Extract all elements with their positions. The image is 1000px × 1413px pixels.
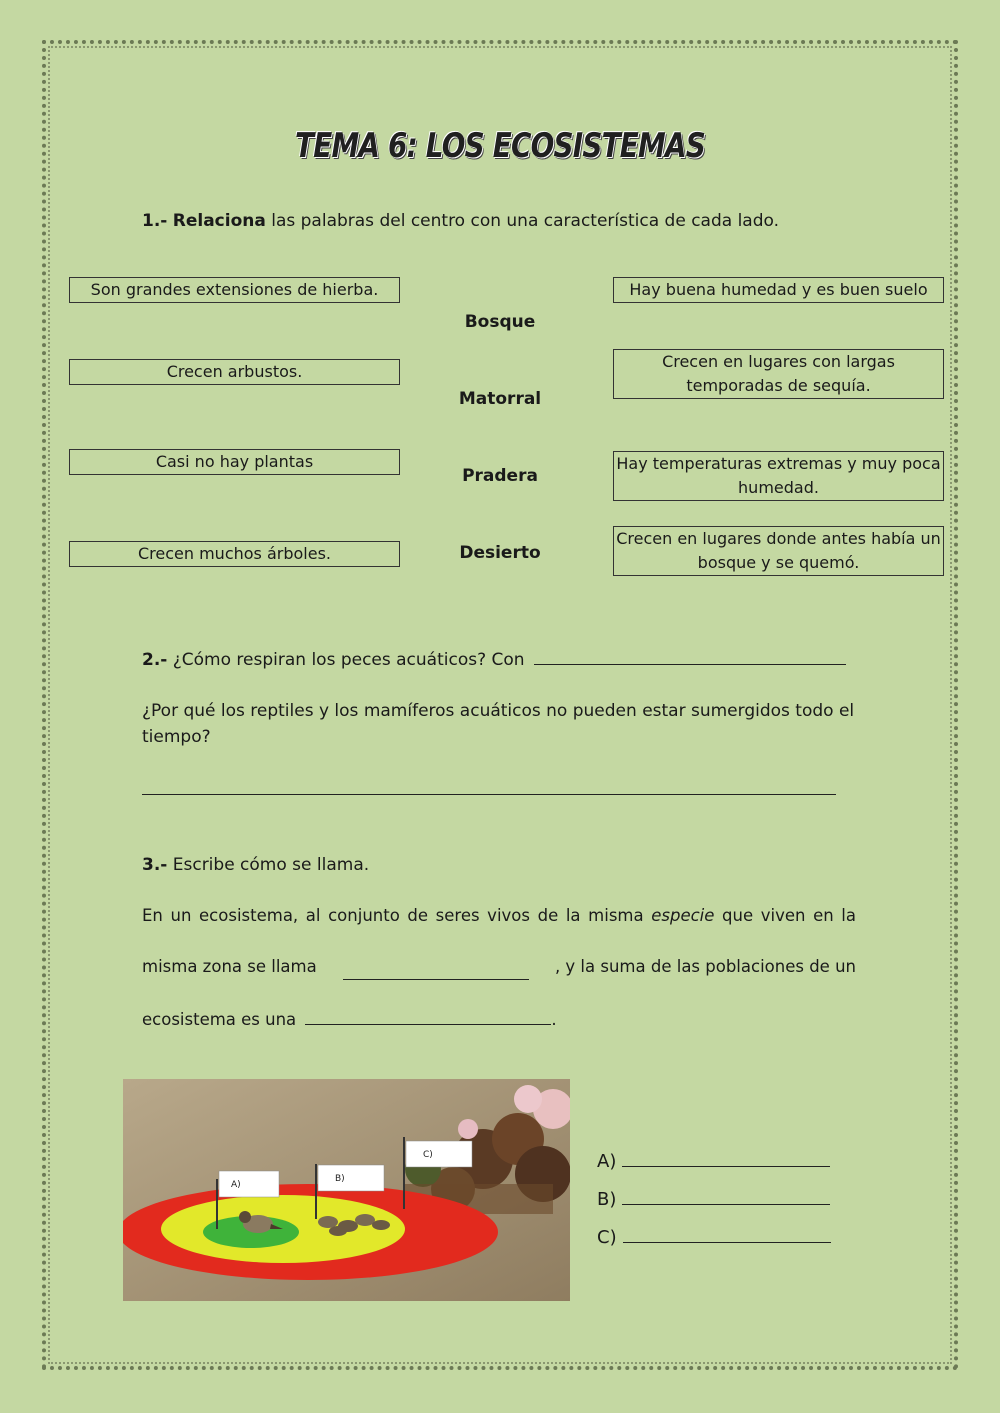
flag-c-label: C): [423, 1150, 433, 1160]
ecosystem-illustration: [123, 1079, 570, 1301]
text-fragment: ecosistema es una: [142, 1010, 297, 1029]
question-3-paragraph-line-3: [142, 1006, 557, 1033]
answer-label: B): [597, 1189, 617, 1210]
question-number: 3.-: [142, 855, 168, 875]
flag-a-label: A): [231, 1180, 241, 1190]
answer-blank-poblacion[interactable]: [343, 961, 529, 980]
answer-label: C): [597, 1227, 617, 1248]
question-number: 1.-: [142, 211, 168, 231]
left-feature-box[interactable]: Crecen arbustos.: [69, 359, 400, 385]
answer-blank[interactable]: [622, 1148, 830, 1167]
question-3-paragraph-line-1: [142, 903, 856, 929]
right-feature-box[interactable]: Hay buena humedad y es buen suelo: [613, 277, 944, 303]
emphasis-word: especie: [651, 906, 715, 925]
text-fragment: En un ecosistema, al conjunto de seres vivos de la misma: [142, 906, 644, 925]
question-3: [142, 852, 369, 878]
question-2-text: ¿Cómo respiran los peces acuáticos? Con: [172, 650, 525, 670]
question-number: 2.-: [142, 650, 168, 670]
answer-blank[interactable]: [622, 1186, 830, 1205]
flag-b-label: B): [335, 1174, 345, 1184]
question-1: [142, 208, 779, 234]
answer-a: [597, 1148, 830, 1172]
right-feature-box[interactable]: Crecen en lugares con largas temporadas de sequía.: [613, 349, 944, 399]
right-feature-box[interactable]: Crecen en lugares donde antes había un bosque y se quemó.: [613, 526, 944, 576]
right-feature-box[interactable]: Hay temperaturas extremas y muy poca humedad.: [613, 451, 944, 501]
question-1-keyword: Relaciona: [172, 211, 266, 231]
question-3-text: Escribe cómo se llama.: [172, 855, 370, 875]
ecosystem-word[interactable]: Bosque: [464, 312, 536, 332]
answer-line[interactable]: [142, 778, 836, 795]
left-feature-box[interactable]: Casi no hay plantas: [69, 449, 400, 475]
answer-b: [597, 1186, 830, 1210]
page-title: TEMA 6: LOS ECOSISTEMAS: [295, 126, 705, 166]
answer-blank-comunidad[interactable]: [305, 1006, 551, 1025]
left-feature-box[interactable]: Son grandes extensiones de hierba.: [69, 277, 400, 303]
text-fragment: misma zona se llama: [142, 957, 317, 976]
question-2: [142, 646, 846, 673]
answer-c: [597, 1224, 831, 1248]
question-2-text-2: ¿Por qué los reptiles y los mamíferos acuáticos no pueden estar sumergidos todo el tiempo?: [142, 701, 855, 747]
text-fragment: .: [551, 1010, 557, 1029]
question-1-text: las palabras del centro con una característica de cada lado.: [271, 211, 780, 231]
question-3-paragraph-line-2: [142, 954, 856, 980]
ecosystem-word[interactable]: Desierto: [459, 543, 541, 563]
text-fragment: que viven en la: [722, 906, 857, 925]
answer-label: A): [597, 1151, 617, 1172]
ecosystem-word[interactable]: Pradera: [462, 466, 538, 486]
text-fragment: , y la suma de las poblaciones de un: [554, 957, 856, 976]
answer-blank[interactable]: [623, 1224, 831, 1243]
left-feature-box[interactable]: Crecen muchos árboles.: [69, 541, 400, 567]
answer-blank[interactable]: [534, 646, 846, 665]
ecosystem-word[interactable]: Matorral: [458, 389, 542, 409]
